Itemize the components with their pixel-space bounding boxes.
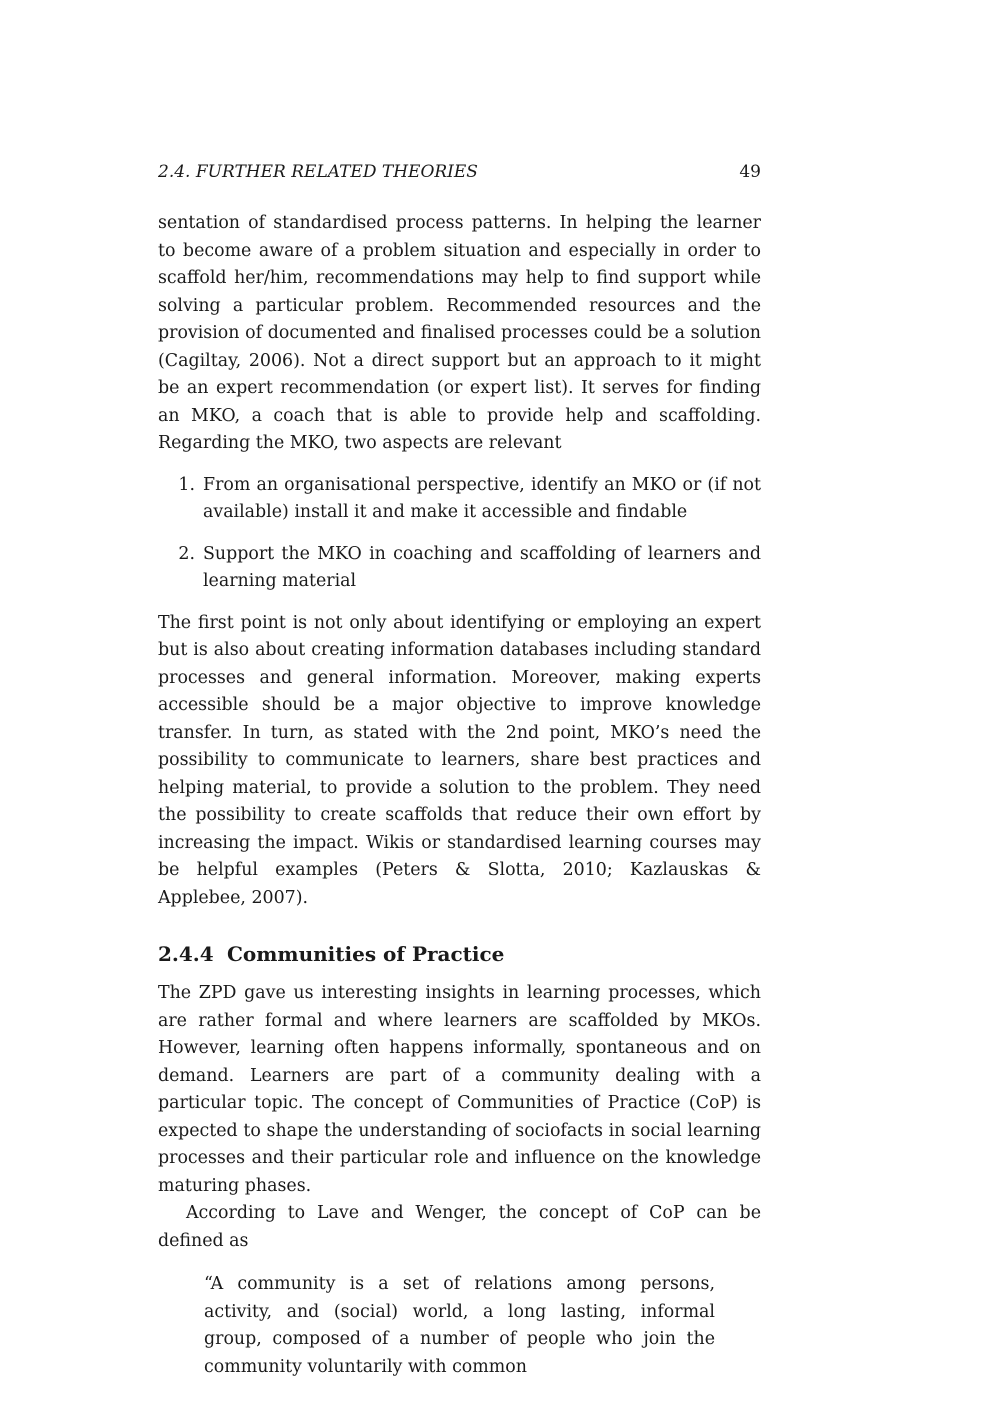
- running-header: [158, 158, 761, 186]
- list-item-text: Support the MKO in coaching and scaffolding of learners and learning material: [203, 543, 761, 591]
- list-item: [158, 541, 761, 596]
- running-header-section: 2.4. FURTHER RELATED THEORIES: [158, 162, 478, 182]
- paragraph-zpd: The ZPD gave us interesting insights in learning processes, which are rather formal and where learners are scaffolded by MKOs. However, learning often happens informally, spontaneous and on demand. Learners are part of a community dealing with a particular topic. The concept of Communities of Practice (CoP) is expected to shape the understanding of sociofacts in social learning processes and their particular role and influence on the knowledge maturing phases.: [158, 983, 761, 1196]
- block-quote: [204, 1271, 715, 1381]
- list-item-text: From an organisational perspective, identify an MKO or (if not available) install it and make it accessible and findable: [203, 474, 761, 522]
- list-item-marker: 2.: [178, 543, 195, 564]
- list-item: [158, 472, 761, 527]
- section-number: 2.4.4: [158, 942, 214, 966]
- section-heading: [158, 940, 761, 968]
- section-title: Communities of Practice: [227, 942, 505, 966]
- list-item-marker: 1.: [178, 474, 195, 495]
- paragraph-lave-wenger: According to Lave and Wenger, the concept of CoP can be defined as: [158, 1203, 761, 1251]
- body-text: [158, 210, 761, 1381]
- paragraph-first-point: The first point is not only about identifying or employing an expert but is also about creating information databases including standard processes and general information. Moreover, making experts accessible should be a major objective to improve knowledge transfer. In turn, as stated with the 2nd point, MKO’s need the possibility to communicate to learners, share best practices and helping material, to provide a solution to the problem. They need the possibility to create scaffolds that reduce their own effort by increasing the impact. Wikis or standardised learning courses may be helpful examples (Peters & Slotta, 2010; Kazlauskas & Applebee, 2007).: [158, 612, 761, 908]
- page: [158, 158, 761, 1381]
- paragraph-continued: sentation of standardised process patterns. In helping the learner to become aware of a problem situation and especially in order to scaffold her/him, recommendations may help to find support while solving a particular problem. Recommended resources and the provision of documented and finalised processes could be a solution (Cagiltay, 2006). Not a direct support but an approach to it might be an expert recommendation (or expert list). It serves for finding an MKO, a coach that is able to provide help and scaffolding. Regarding the MKO, two aspects are relevant: [158, 213, 761, 453]
- numbered-list: [158, 472, 761, 596]
- page-number: 49: [739, 162, 761, 182]
- quote-text: “A community is a set of relations among persons, activity, and (social) world, a long lasting, informal group, composed of a number of people who join the community voluntarily with common: [204, 1274, 715, 1377]
